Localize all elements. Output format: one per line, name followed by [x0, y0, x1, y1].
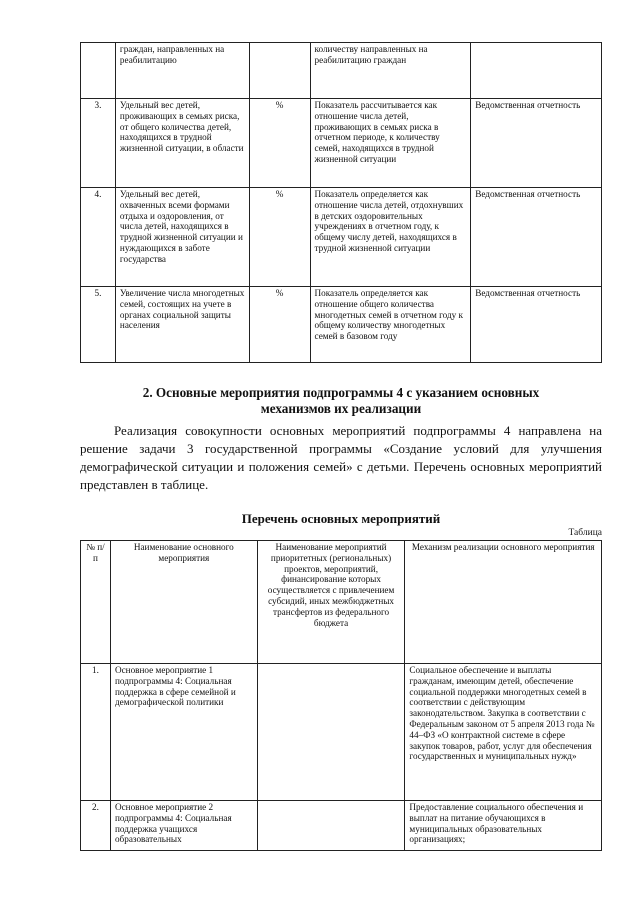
column-header: № п/п	[81, 541, 111, 664]
indicator-unit: %	[249, 99, 310, 188]
project-measures	[257, 664, 405, 801]
table-row	[81, 43, 602, 99]
section-heading-line: механизмов их реализации	[260, 400, 422, 416]
implementation-mechanism: Социальное обеспечение и выплаты гражданам, имеющим детей, обеспечение социальной поддержки многодетных семей в соответствии с действующим законодательством. Закупка в соответствии с Федеральным законом от 5 апреля 2013 года № 44–ФЗ «О контрактной системе в сфере закупок товаров, работ, услуг для обеспечения государственных и муниципальных нужд»	[405, 664, 602, 801]
indicator-name: граждан, направленных на реабилитацию	[115, 43, 249, 99]
row-number: 5.	[81, 287, 116, 363]
indicator-name: Увеличение числа многодетных семей, состоящих на учете в органах социальной защиты населения	[115, 287, 249, 363]
table-header-row	[81, 541, 602, 664]
column-header: Механизм реализации основного мероприятия	[405, 541, 602, 664]
data-source: Ведомственная отчетность	[471, 287, 602, 363]
data-source: Ведомственная отчетность	[471, 99, 602, 188]
table-row	[81, 99, 602, 188]
row-number: 4.	[81, 188, 116, 287]
indicators-table	[80, 42, 602, 363]
table-row	[81, 664, 602, 801]
indicator-unit	[249, 43, 310, 99]
indicator-name: Удельный вес детей, проживающих в семьях риска, от общего количества детей, находящихся в трудной жизненной ситуации, в области	[115, 99, 249, 188]
calculation-method: Показатель рассчитывается как отношение числа детей, проживающих в семьях риска в отчетном периоде, к количеству семей, находящихся в трудной жизненной ситуации	[310, 99, 471, 188]
indicator-unit: %	[249, 188, 310, 287]
section-paragraph: Реализация совокупности основных мероприятий подпрограммы 4 направлена на решение задачи 3 государственной программы «Создание условий для улучшения демографической ситуации и положения семей» с детьми. Перечень основных мероприятий представлен в таблице.	[80, 423, 602, 492]
data-source: Ведомственная отчетность	[471, 188, 602, 287]
measures-table	[80, 540, 602, 851]
row-number	[81, 43, 116, 99]
column-header: Наименование основного мероприятия	[110, 541, 257, 664]
calculation-method: Показатель определяется как отношение общего количества многодетных семей в отчетном году к общему количеству многодетных семей в базовом году	[310, 287, 471, 363]
row-number: 3.	[81, 99, 116, 188]
calculation-method: Показатель определяется как отношение числа детей, отдохнувших в детских оздоровительных учреждениях в отчетном году, к общему числу детей, находящихся в трудной жизненной ситуации	[310, 188, 471, 287]
table-title: Перечень основных мероприятий	[241, 511, 441, 526]
table-row	[81, 287, 602, 363]
column-header: Наименование мероприятий приоритетных (региональных) проектов, мероприятий, финансирование которых осуществляется с привлечением субсидий, иных межбюджетных трансфертов из федерального бюджета	[257, 541, 405, 664]
implementation-mechanism: Предоставление социального обеспечения и выплат на питание обучающихся в муниципальных образовательных организациях;	[405, 801, 602, 851]
section-heading-line: 2. Основные мероприятия подпрограммы 4 с указанием основных	[142, 385, 540, 400]
measure-name: Основное мероприятие 2 подпрограммы 4: Социальная поддержка учащихся образовательных	[110, 801, 257, 851]
indicator-unit: %	[249, 287, 310, 363]
indicator-name: Удельный вес детей, охваченных всеми формами отдыха и оздоровления, от числа детей, находящихся в трудной жизненной ситуации и нуждающихся в заботе государства	[115, 188, 249, 287]
table-caption: Таблица	[568, 528, 602, 538]
calculation-method: количеству направленных на реабилитацию граждан	[310, 43, 471, 99]
section-heading	[80, 385, 602, 416]
data-source	[471, 43, 602, 99]
row-number: 1.	[81, 664, 111, 801]
measure-name: Основное мероприятие 1 подпрограммы 4: Социальная поддержка в сфере семейной и демографической политики	[110, 664, 257, 801]
table-row	[81, 188, 602, 287]
row-number: 2.	[81, 801, 111, 851]
project-measures	[257, 801, 405, 851]
table-row	[81, 801, 602, 851]
